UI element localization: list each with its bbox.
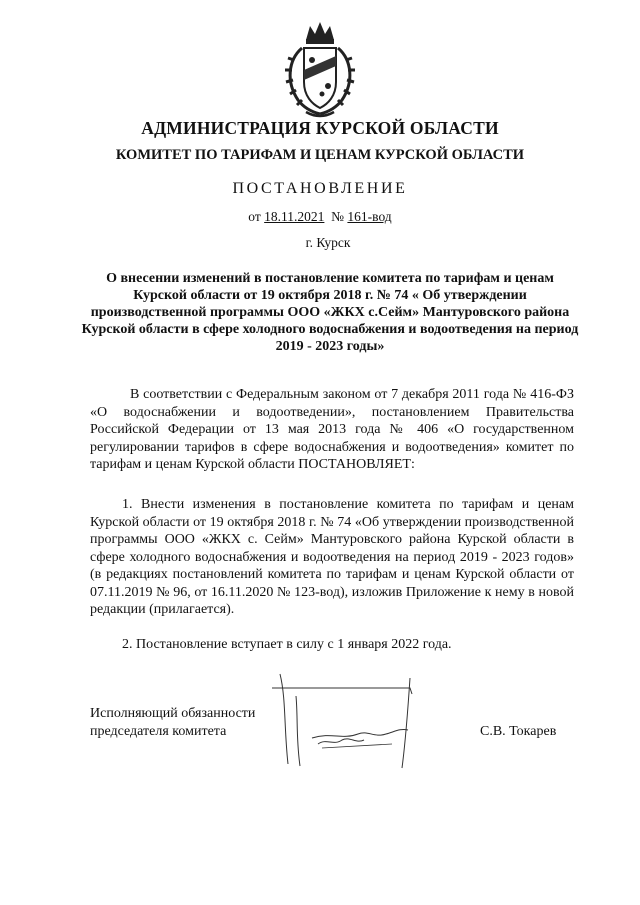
date-prefix: от [248,209,261,224]
signer-name: С.В. Токарев [480,724,557,739]
document-date: 18.11.2021 [264,209,325,224]
preamble-paragraph: В соответствии с Федеральным законом от 7 декабря 2011 года № 416-ФЗ «О водоснабжении и водоотведении», постановлением Правительства Российской Федерации от 13 мая 2013 года № 406 «О государственном регулировании тарифов в сфере водоснабжения и водоотведения» комитет по тарифам и ценам Курской области ПОСТАНОВЛЯЕТ: [90,387,574,472]
handwritten-signature [262,668,432,776]
item-1-paragraph: 1. Внести изменения в постановление комитета по тарифам и ценам Курской области от 19 октября 2018 г. № 74 «Об утверждении производственной программы ООО «ЖКХ с. Сейм» Мантуровского района Курской области в сфере холодного водоснабжения и водоотведения на период 2019 - 2023 годов» (в редакциях постановлений комитета по тарифам и ценам Курской области от 07.11.2019 № 96, от 16.11.2020 № 123-вод), изложив Приложение к нему в новой редакции (прилагается). [90,497,574,617]
document-number: 161-вод [347,209,392,224]
document-type: ПОСТАНОВЛЕНИЕ [232,180,408,197]
item-2-paragraph: 2. Постановление вступает в силу с 1 января 2022 года. [122,637,452,652]
signer-role-line-1: Исполняющий обязанности [90,706,256,721]
coat-of-arms-icon [282,20,358,120]
department-name: КОМИТЕТ ПО ТАРИФАМ И ЦЕНАМ КУРСКОЙ ОБЛАСТИ [115,147,525,163]
date-number-line [0,209,640,225]
city: г. Курск [305,235,351,250]
document-title: О внесении изменений в постановление комитета по тарифам и ценам Курской области от 19 октября 2018 г. № 74 « Об утверждении производственной программы ООО «ЖКХ с.Сейм» Мантуровского района Курской области в сфере холодного водоснабжения и водоотведения на период 2019 - 2023 годы» [81,271,579,354]
signer-role-line-2: председателя комитета [90,724,227,739]
organization-name: АДМИНИСТРАЦИЯ КУРСКОЙ ОБЛАСТИ [141,118,499,138]
number-prefix: № [331,209,345,224]
